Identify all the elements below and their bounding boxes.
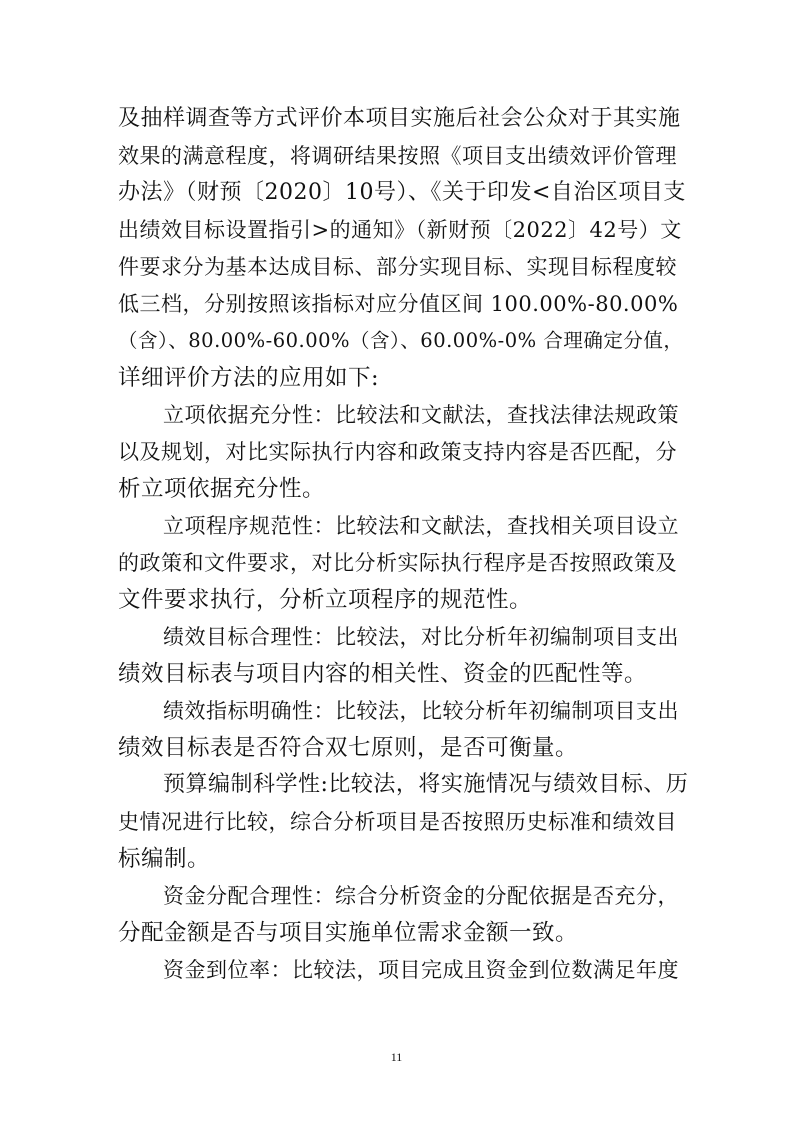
- paragraph-jixiao-zhibiao-line-1: 绩效指标明确性：比较法，比较分析年初编制项目支出: [163, 699, 679, 723]
- paragraph-jixiao-zhibiao-line-2: 绩效目标表是否符合双七原则，是否可衡量。: [118, 735, 579, 761]
- paragraph-jixiao-mubiao-line-1: 绩效目标合理性：比较法，对比分析年初编制项目支出: [163, 625, 679, 649]
- text-line-8: 详细评价方法的应用如下:: [118, 365, 380, 391]
- text-line-6: 低三档，分别按照该指标对应分值区间 100.00%-80.00%: [118, 292, 679, 316]
- paragraph-jixiao-mubiao-line-2: 绩效目标表与项目内容的相关性、资金的匹配性等。: [118, 661, 648, 687]
- paragraph-zijin-fenpei-line-1: 资金分配合理性：综合分析资金的分配依据是否充分，: [163, 884, 679, 908]
- page-number: 11: [390, 1050, 403, 1064]
- text-line-7: （含）、80.00%-60.00%（含）、60.00%-0% 合理确定分值，: [118, 329, 684, 352]
- paragraph-lixiang-chengxu-line-3: 文件要求执行，分析立项程序的规范性。: [118, 587, 533, 613]
- paragraph-lixiang-chengxu-line-1: 立项程序规范性：比较法和文献法，查找相关项目设立: [163, 514, 679, 538]
- text-line-2: 效果的满意程度，将调研结果按照《项目支出绩效评价管理: [118, 144, 677, 168]
- text-line-5: 件要求分为基本达成目标、部分实现目标、实现目标程度较: [118, 255, 677, 279]
- paragraph-zijin-daowei-line-1: 资金到位率：比较法，项目完成且资金到位数满足年度: [163, 958, 679, 982]
- paragraph-lixiang-yiju-line-1: 立项依据充分性：比较法和文献法，查找法律法规政策: [163, 403, 679, 427]
- text-line-3: 办法》（财预〔2020〕10号）、《关于印发<自治区项目支: [118, 180, 686, 205]
- paragraph-yusuan-bianzhi-line-2: 史情况进行比较，综合分析项目是否按照历史标准和绩效目: [118, 810, 677, 834]
- paragraph-lixiang-yiju-line-3: 析立项依据充分性。: [118, 476, 326, 502]
- text-line-1: 及抽样调查等方式评价本项目实施后社会公众对于其实施: [118, 106, 681, 131]
- text-line-4: 出绩效目标设置指引>的通知》（新财预〔2022〕42号）文: [118, 218, 682, 242]
- paragraph-lixiang-yiju-line-2: 以及规划，对比实际执行内容和政策支持内容是否匹配，分: [118, 440, 677, 464]
- paragraph-lixiang-chengxu-line-2: 的政策和文件要求，对比分析实际执行程序是否按照政策及: [118, 551, 677, 575]
- paragraph-yusuan-bianzhi-line-3: 标编制。: [118, 846, 211, 872]
- paragraph-yusuan-bianzhi-line-1: 预算编制科学性:比较法，将实施情况与绩效目标、历: [163, 772, 689, 797]
- paragraph-zijin-fenpei-line-2: 分配金额是否与项目实施单位需求金额一致。: [118, 920, 579, 946]
